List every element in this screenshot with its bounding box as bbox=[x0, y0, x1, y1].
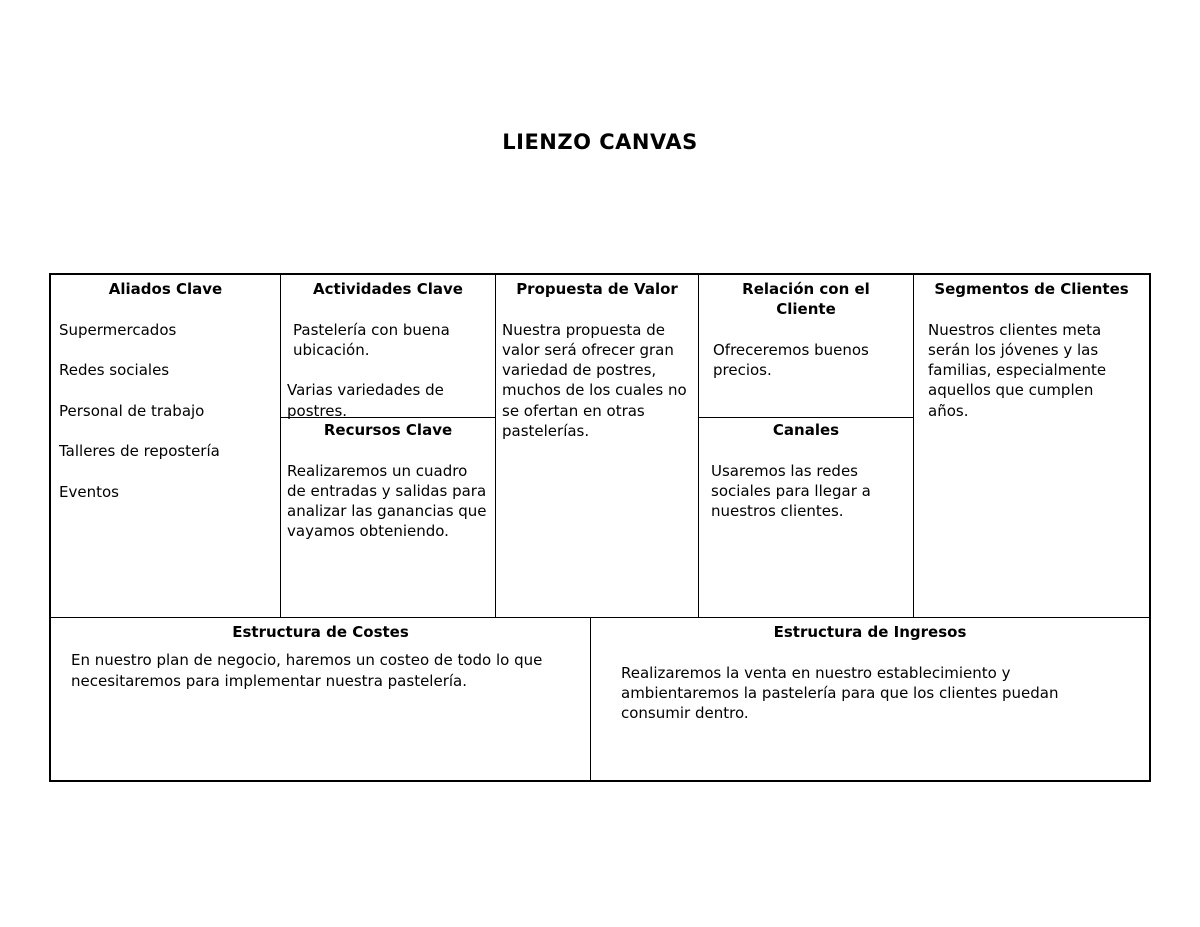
key-resources-text: Realizaremos un cuadro de entradas y salidas para analizar las ganancias que vayamos obteniendo. bbox=[287, 461, 487, 541]
key-resources-heading: Recursos Clave bbox=[323, 421, 453, 439]
channels-heading: Canales bbox=[772, 421, 840, 439]
revenue-structure-heading: Estructura de Ingresos bbox=[773, 623, 967, 641]
channels-text: Usaremos las redes sociales para llegar a nuestros clientes. bbox=[711, 461, 871, 521]
cost-structure-cell bbox=[51, 618, 590, 780]
customer-segments-text: Nuestros clientes meta serán los jóvenes y las familias, especialmente aquellos que cumplen años. bbox=[928, 320, 1107, 420]
channels-cell bbox=[699, 416, 913, 617]
customer-segments-heading: Segmentos de Clientes bbox=[934, 280, 1129, 298]
key-activities-heading: Actividades Clave bbox=[313, 280, 463, 298]
list-item: Eventos bbox=[59, 482, 119, 501]
customer-relationship-cell bbox=[699, 275, 913, 417]
cost-structure-heading: Estructura de Costes bbox=[232, 623, 409, 641]
business-model-canvas bbox=[49, 273, 1151, 782]
key-partners-list bbox=[57, 320, 274, 503]
key-resources-cell bbox=[281, 416, 495, 617]
value-proposition-cell bbox=[496, 275, 698, 617]
key-activities-text-2: Varias variedades de postres. bbox=[287, 381, 444, 420]
customer-relationship-text: Ofreceremos buenos precios. bbox=[713, 340, 869, 380]
key-activities-cell bbox=[281, 275, 495, 420]
revenue-structure-text: Realizaremos la venta en nuestro establecimiento y ambientaremos la pastelería para que los clientes puedan consumir dentro. bbox=[621, 663, 1059, 723]
list-item: Supermercados bbox=[59, 320, 177, 339]
list-item: Personal de trabajo bbox=[59, 401, 205, 420]
customer-segments-cell bbox=[914, 275, 1149, 617]
key-partners-heading: Aliados Clave bbox=[108, 280, 223, 298]
revenue-structure-cell bbox=[591, 618, 1149, 780]
key-activities-text-1: Pastelería con buena ubicación. bbox=[293, 320, 450, 359]
list-item: Redes sociales bbox=[59, 361, 170, 380]
cost-structure-text: En nuestro plan de negocio, haremos un costeo de todo lo que necesitaremos para implementar nuestra pastelería. bbox=[71, 651, 543, 690]
page-title: LIENZO CANVAS bbox=[502, 130, 698, 154]
list-item: Talleres de repostería bbox=[59, 442, 220, 461]
value-proposition-text: Nuestra propuesta de valor será ofrecer gran variedad de postres, muchos de los cuales no se ofertan en otras pastelerías. bbox=[502, 320, 687, 441]
key-partners-cell bbox=[51, 275, 280, 617]
customer-relationship-heading: Relación con el Cliente bbox=[742, 280, 870, 319]
value-proposition-heading: Propuesta de Valor bbox=[516, 280, 678, 298]
